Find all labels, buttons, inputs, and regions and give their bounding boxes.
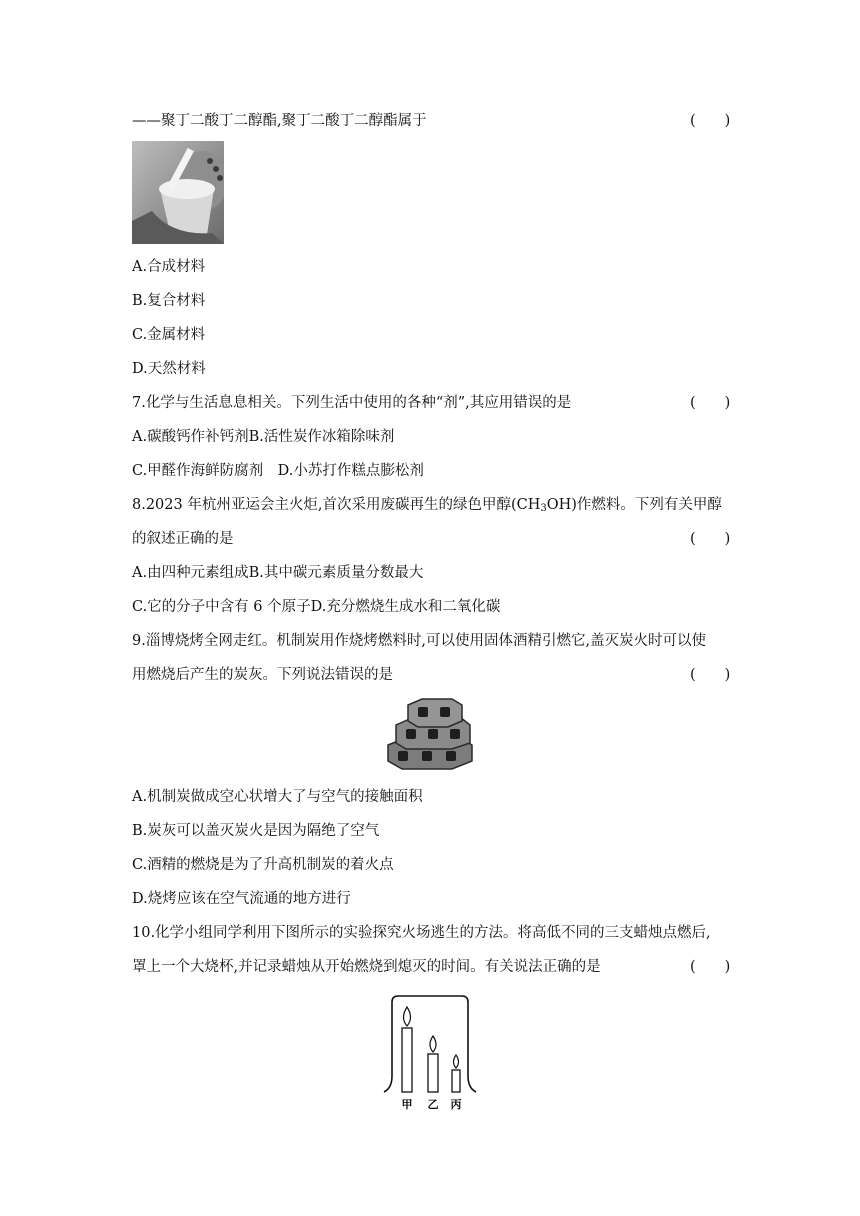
q10-stem-line2: 罩上一个大烧杯,并记录蜡烛从开始燃烧到熄灭的时间。有关说法正确的是 bbox=[132, 959, 601, 975]
q6-option-d: D.天然材料 bbox=[132, 361, 206, 377]
q8-subscript: 3 bbox=[540, 503, 547, 514]
q7-stem: 7.化学与生活息息相关。下列生活中使用的各种“剂”,其应用错误的是 bbox=[132, 395, 572, 411]
q7-options-ab: A.碳酸钙作补钙剂B.活性炭作冰箱除味剂 bbox=[132, 429, 395, 445]
q8-options-ab: A.由四种元素组成B.其中碳元素质量分数最大 bbox=[132, 565, 424, 581]
flame-bing bbox=[454, 1055, 459, 1068]
q7-options-cd: C.甲醛作海鲜防腐剂 D.小苏打作糕点膨松剂 bbox=[132, 463, 424, 479]
label-jia: 甲 bbox=[401, 1098, 413, 1111]
q9-answer-paren: ( ) bbox=[690, 667, 731, 683]
q6-stem: ——聚丁二酸丁二醇酯,聚丁二酸丁二醇酯属于 bbox=[132, 113, 427, 129]
q10-stem-line1: 10.化学小组同学利用下图所示的实验探究火场逃生的方法。将高低不同的三支蜡烛点燃后, bbox=[132, 925, 711, 941]
label-yi: 乙 bbox=[427, 1098, 439, 1111]
q7-answer-paren: ( ) bbox=[690, 395, 731, 411]
label-bing: 丙 bbox=[450, 1098, 462, 1111]
q6-option-b: B.复合材料 bbox=[132, 293, 206, 309]
q9-option-a: A.机制炭做成空心状增大了与空气的接触面积 bbox=[132, 789, 423, 805]
flame-jia bbox=[404, 1007, 411, 1026]
q8-stem-part-a: 8.2023 年杭州亚运会主火炬,首次采用废碳再生的绿色甲醇(CH bbox=[132, 497, 541, 513]
q9-option-b: B.炭灰可以盖灭炭火是因为隔绝了空气 bbox=[132, 823, 380, 839]
q6-option-a: A.合成材料 bbox=[132, 259, 206, 275]
q10-answer-paren: ( ) bbox=[690, 959, 731, 975]
candle-beaker-diagram bbox=[378, 992, 482, 1112]
q9-stem-line2: 用燃烧后产生的炭灰。下列说法错误的是 bbox=[132, 667, 393, 683]
charcoal-briquettes-image bbox=[382, 695, 478, 773]
candle-jia bbox=[402, 1028, 412, 1092]
q8-stem-line1 bbox=[132, 495, 722, 519]
q9-stem-line1: 9.淄博烧烤全网走红。机制炭用作烧烤燃料时,可以使用固体酒精引燃它,盖灭炭火时可以使 bbox=[132, 633, 707, 649]
cup-photo bbox=[132, 141, 224, 244]
q6-option-c: C.金属材料 bbox=[132, 327, 206, 343]
q8-stem-line2: 的叙述正确的是 bbox=[132, 531, 234, 547]
candle-bing bbox=[452, 1070, 460, 1092]
q8-options-cd: C.它的分子中含有 6 个原子D.充分燃烧生成水和二氧化碳 bbox=[132, 599, 501, 615]
flame-yi bbox=[430, 1036, 436, 1052]
q9-option-d: D.烧烤应该在空气流通的地方进行 bbox=[132, 891, 351, 907]
q8-stem-part-b: OH)作燃料。下列有关甲醇 bbox=[546, 497, 722, 513]
q8-answer-paren: ( ) bbox=[690, 531, 731, 547]
q6-answer-paren: ( ) bbox=[690, 113, 731, 129]
candle-yi bbox=[428, 1054, 438, 1092]
q9-option-c: C.酒精的燃烧是为了升高机制炭的着火点 bbox=[132, 857, 394, 873]
